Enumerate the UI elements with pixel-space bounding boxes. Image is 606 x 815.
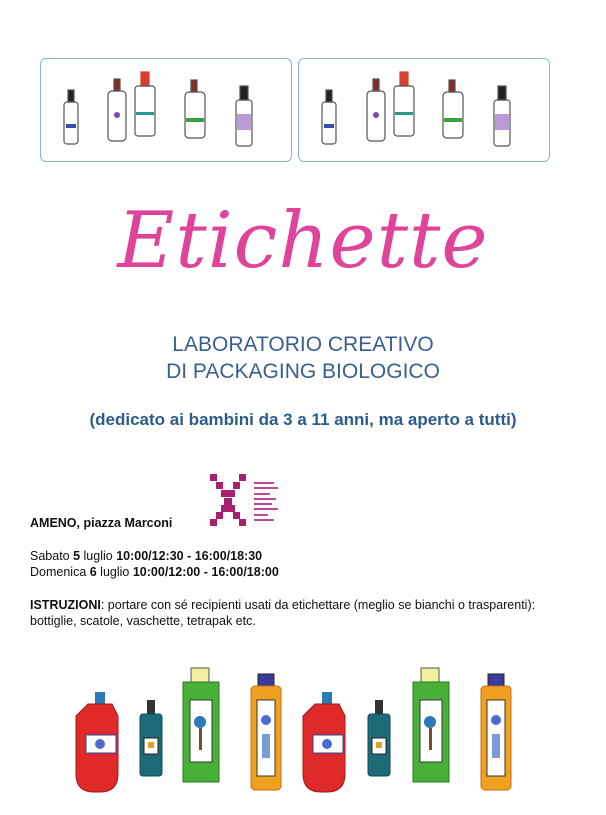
bottle-drawing-icon	[64, 90, 78, 144]
green-box-drawing-icon	[413, 668, 449, 782]
red-bottle-drawing-icon	[303, 692, 345, 792]
bottom-bottle-drawings	[0, 660, 606, 810]
bottle-drawing-icon	[443, 80, 463, 138]
red-bottle-drawing-icon	[76, 692, 118, 792]
bottle-drawing-icon	[367, 79, 385, 141]
location-text: AMENO, piazza Marconi	[30, 516, 173, 530]
dedication-text: (dedicato ai bambini da 3 a 11 anni, ma aperto a tutti)	[89, 410, 517, 429]
schedule-saturday	[30, 549, 262, 563]
x-festival-logo-icon	[208, 472, 248, 528]
bottle-drawing-icon	[494, 86, 510, 146]
subtitle-line-1: LABORATORIO CREATIVO	[172, 333, 434, 356]
teal-bottle-drawing-icon	[368, 700, 390, 776]
schedule-times: 10:00/12:30 - 16:00/18:30	[116, 549, 263, 563]
bottle-drawing-icon	[322, 90, 336, 144]
page-title: Etichette	[117, 196, 489, 286]
schedule-day-label: Sabato	[30, 549, 74, 563]
schedule-day-number: 6	[89, 565, 97, 579]
teal-bottle-drawing-icon	[140, 700, 162, 776]
instructions-label: ISTRUZIONI	[30, 598, 101, 612]
subtitle-line-2: DI PACKAGING BIOLOGICO	[166, 360, 440, 383]
schedule-day-label: Domenica	[30, 565, 90, 579]
orange-box-drawing-icon	[481, 674, 511, 790]
schedule-sunday	[30, 565, 279, 579]
festival-logo-text-icon	[252, 480, 280, 524]
schedule-day-number: 5	[73, 549, 81, 563]
green-box-drawing-icon	[183, 668, 219, 782]
schedule-times: 10:00/12:00 - 16:00/18:00	[132, 565, 279, 579]
instructions-text	[30, 597, 580, 629]
bottle-drawing-icon	[108, 79, 126, 141]
schedule-month: luglio	[80, 549, 117, 563]
bottle-drawing-icon	[135, 72, 155, 136]
instructions-body: : portare con sé recipienti usati da etichettare (meglio se bianchi o trasparenti): bottiglie, scatole, vaschette, tetrapak etc.	[30, 598, 536, 628]
orange-box-drawing-icon	[251, 674, 281, 790]
schedule-month: luglio	[96, 565, 133, 579]
bottle-drawing-icon	[394, 72, 414, 136]
bottle-drawing-icon	[236, 86, 252, 146]
top-bottle-drawings	[0, 0, 606, 170]
bottle-drawing-icon	[185, 80, 205, 138]
